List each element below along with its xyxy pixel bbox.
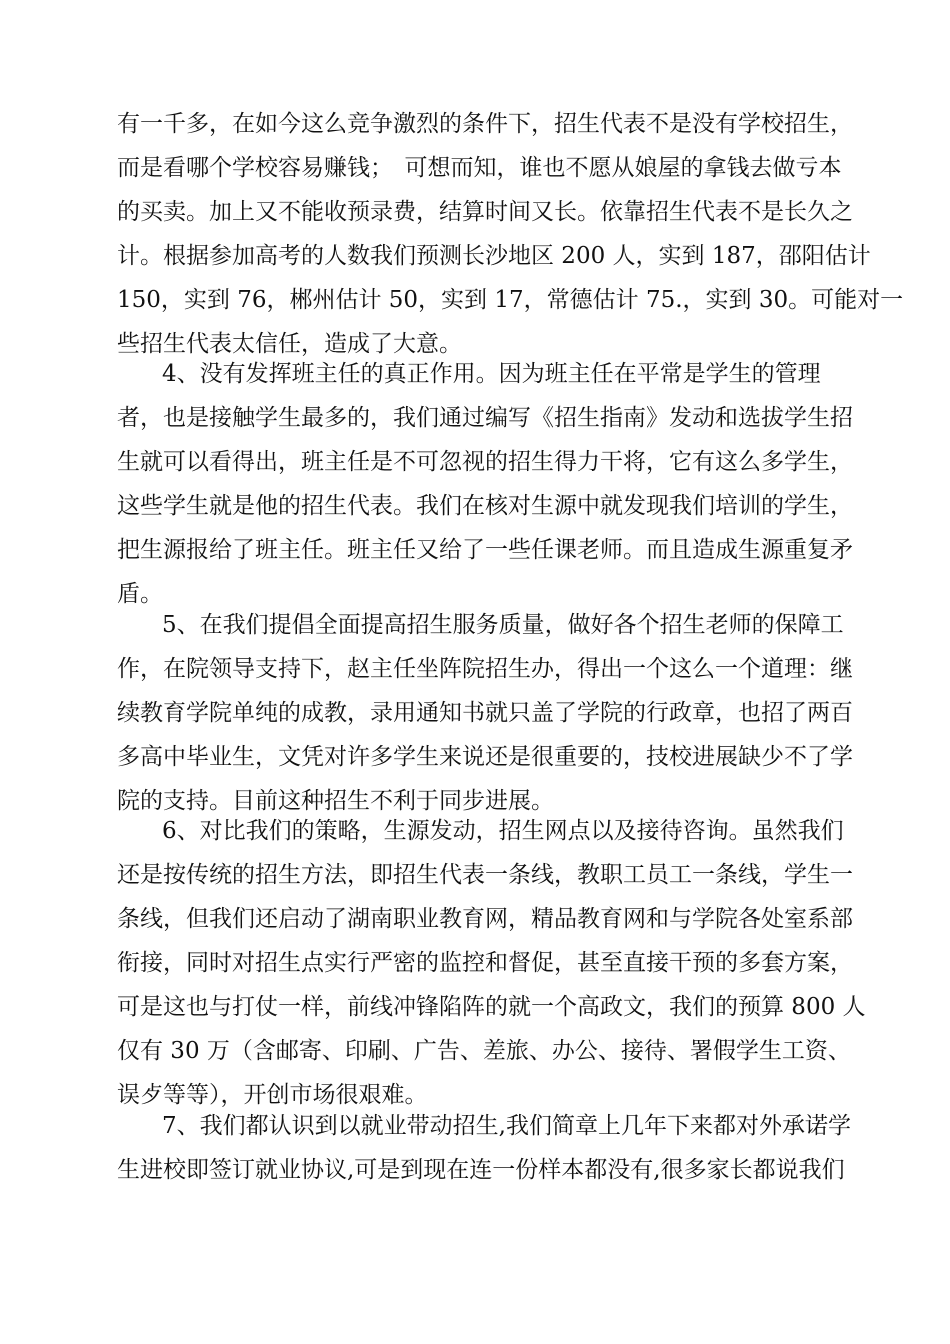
paragraph-first-line: 7、我们都认识到以就业带动招生,我们简章上几年下来都对外承诺学 bbox=[162, 1113, 851, 1139]
text-line: 把生源报给了班主任。班主任又给了一些任课老师。而且造成生源重复矛 bbox=[117, 537, 853, 563]
text-line: 这些学生就是他的招生代表。我们在核对生源中就发现我们培训的学生， bbox=[117, 493, 853, 519]
text-line: 还是按传统的招生方法，即招生代表一条线，教职工员工一条线，学生一 bbox=[117, 862, 853, 888]
text-line: 衔接，同时对招生点实行严密的监控和督促，甚至直接干预的多套方案， bbox=[117, 950, 853, 976]
text-line: 条线，但我们还启动了湖南职业教育网，精品教育网和与学院各处室系部 bbox=[117, 906, 853, 932]
text-line: 些招生代表太信任，造成了大意。 bbox=[117, 331, 462, 357]
text-line: 作，在院领导支持下，赵主任坐阵院招生办，得出一个这么一个道理：继 bbox=[117, 656, 853, 682]
text-line: 可是这也与打仗一样，前线冲锋陷阵的就一个高政文，我们的预算 800 人 bbox=[117, 994, 866, 1020]
paragraph-first-line: 5、在我们提倡全面提高招生服务质量，做好各个招生老师的保障工 bbox=[162, 612, 844, 638]
text-line: 多高中毕业生，文凭对许多学生来说还是很重要的，技校进展缺少不了学 bbox=[117, 744, 853, 770]
text-line: 150，实到 76，郴州估计 50，实到 17，常德估计 75.，实到 30。可能对一 bbox=[117, 287, 904, 313]
text-line: 计。根据参加高考的人数我们预测长沙地区 200 人，实到 187，邵阳估计 bbox=[117, 243, 871, 269]
text-line: 盾。 bbox=[117, 581, 163, 607]
text-line: 生就可以看得出，班主任是不可忽视的招生得力干将，它有这么多学生， bbox=[117, 449, 853, 475]
text-line: 续教育学院单纯的成教，录用通知书就只盖了学院的行政章，也招了两百 bbox=[117, 700, 853, 726]
text-line: 而是看哪个学校容易赚钱； 可想而知，谁也不愿从娘屋的拿钱去做亏本 bbox=[117, 155, 842, 181]
text-line: 仅有 30 万（含邮寄、印刷、广告、差旅、办公、接待、署假学生工资、 bbox=[117, 1038, 851, 1064]
text-line: 院的支持。目前这种招生不利于同步进展。 bbox=[117, 788, 554, 814]
paragraph-first-line: 6、对比我们的策略，生源发动，招生网点以及接待咨询。虽然我们 bbox=[162, 818, 844, 844]
paragraph-first-line: 4、没有发挥班主任的真正作用。因为班主任在平常是学生的管理 bbox=[162, 361, 821, 387]
text-line: 有一千多，在如今这么竞争激烈的条件下，招生代表不是没有学校招生， bbox=[117, 111, 853, 137]
text-line: 误歺等等），开创市场很艰难。 bbox=[117, 1082, 428, 1108]
text-line: 的买卖。加上又不能收预录费，结算时间又长。依靠招生代表不是长久之 bbox=[117, 199, 853, 225]
text-line: 生进校即签订就业协议,可是到现在连一份样本都没有,很多家长都说我们 bbox=[117, 1157, 845, 1183]
text-line: 者，也是接触学生最多的，我们通过编写《招生指南》发动和选拔学生招 bbox=[117, 405, 853, 431]
